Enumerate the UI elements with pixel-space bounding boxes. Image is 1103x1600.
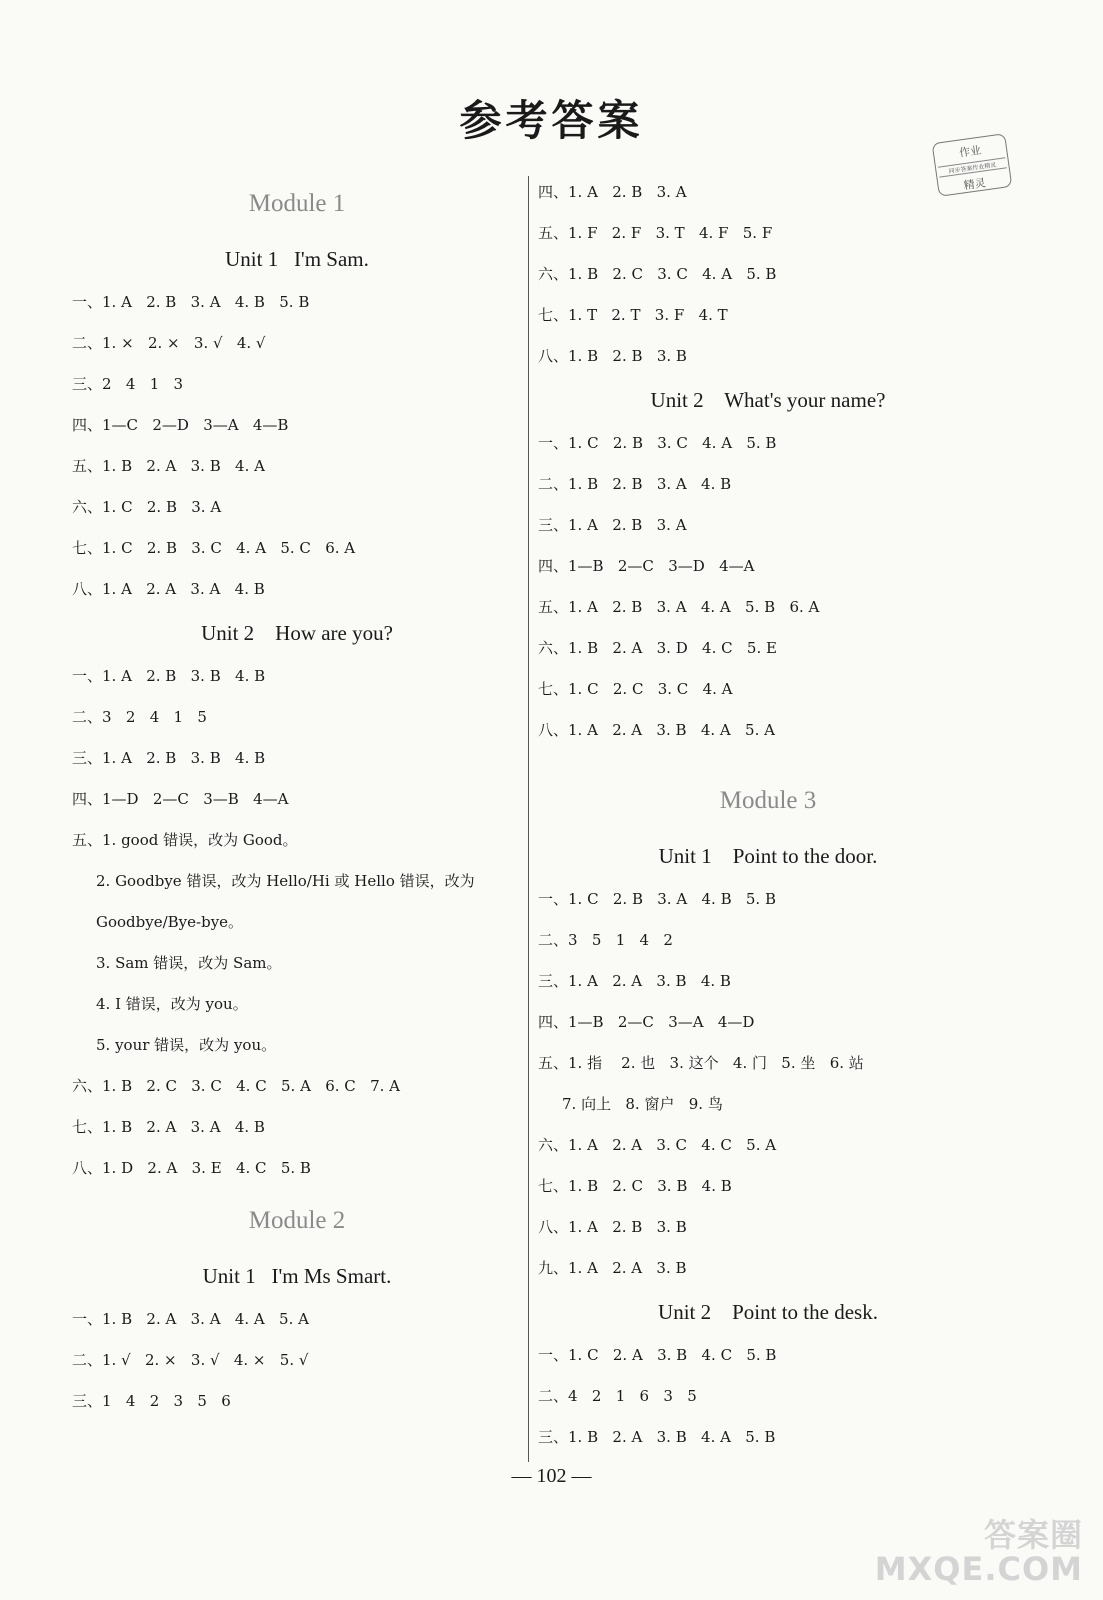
answer-line: 七、1. C 2. C 3. C 4. A [538,680,733,698]
answer-line: 五、1. good 错误，改为 Good。 [72,831,298,849]
watermark-text: 答案圈 [983,1516,1083,1554]
answer-line: 八、1. A 2. A 3. A 4. B [72,580,265,598]
answer-line: 5. your 错误，改为 you。 [96,1036,277,1054]
answer-line: 八、1. B 2. B 3. B [538,347,687,365]
stamp-text-bottom: 精灵 [962,176,987,193]
answer-line: 六、1. C 2. B 3. A [72,498,222,516]
watermark-logo [875,1518,1083,1586]
answer-line: 五、1. A 2. B 3. A 4. A 5. B 6. A [538,598,820,616]
answer-line: 一、1. A 2. B 3. A 4. B 5. B [72,293,310,311]
answer-line: 一、1. A 2. B 3. B 4. B [72,667,266,685]
unit-heading: Unit 2 What's your name? [650,388,886,412]
answer-line: 三、1 4 2 3 5 6 [72,1392,231,1410]
module-heading: Module 2 [248,1207,346,1234]
unit-heading: Unit 2 Point to the desk. [658,1300,878,1324]
answer-line: 七、1. B 2. C 3. B 4. B [538,1177,732,1195]
answer-line: 二、3 2 4 1 5 [72,708,207,726]
stamp-text-middle: 同步答案作业精灵 [938,157,1007,177]
page-number: — 102 — [511,1465,592,1487]
answer-line: 二、1. × 2. × 3. √ 4. √ [72,334,266,352]
answer-line: 一、1. C 2. B 3. C 4. A 5. B [538,434,777,452]
answer-line: 三、1. A 2. B 3. A [538,516,687,534]
stamp-text-top: 作业 [958,143,982,160]
answer-line: 七、1. B 2. A 3. A 4. B [72,1118,265,1136]
spacer [538,751,998,769]
answer-line: 四、1—C 2—D 3—A 4—B [72,416,289,434]
page-title: 参考答案 [459,96,644,145]
answer-line: Goodbye/Bye-bye。 [96,913,244,931]
module-heading: Module 1 [248,190,346,217]
answer-line: 2. Goodbye 错误，改为 Hello/Hi 或 Hello 错误，改为 [96,872,475,890]
answer-line: 六、1. B 2. C 3. C 4. C 5. A 6. C 7. A [72,1077,400,1095]
answer-line: 二、3 5 1 4 2 [538,931,673,949]
answer-line: 五、1. B 2. A 3. B 4. A [72,457,265,475]
right-column [538,172,998,1495]
answer-line: 四、1—B 2—C 3—A 4—D [538,1013,755,1031]
answer-line: 四、1—B 2—C 3—D 4—A [538,557,755,575]
answer-line: 二、1. √ 2. × 3. √ 4. × 5. √ [72,1351,309,1369]
answer-line: 四、1. A 2. B 3. A [538,183,687,201]
answer-line: 三、2 4 1 3 [72,375,184,393]
answer-line: 二、1. B 2. B 3. A 4. B [538,475,732,493]
unit-heading: Unit 1 I'm Ms Smart. [202,1264,392,1288]
answer-line: 五、1. F 2. F 3. T 4. F 5. F [538,224,773,242]
answer-line: 六、1. B 2. C 3. C 4. A 5. B [538,265,777,283]
answer-line: 7. 向上 8. 窗户 9. 鸟 [562,1095,723,1113]
watermark-domain: MXQE.COM [874,1550,1083,1588]
answer-line: 一、1. C 2. A 3. B 4. C 5. B [538,1346,777,1364]
unit-heading: Unit 1 I'm Sam. [225,247,369,271]
column-divider [528,176,529,1462]
answer-line: 三、1. A 2. B 3. B 4. B [72,749,266,767]
unit-heading: Unit 1 Point to the door. [658,844,878,868]
answer-line: 六、1. B 2. A 3. D 4. C 5. E [538,639,777,657]
answer-line: 六、1. A 2. A 3. C 4. C 5. A [538,1136,777,1154]
answer-line: 二、4 2 1 6 3 5 [538,1387,697,1405]
answer-line: 七、1. T 2. T 3. F 4. T [538,306,728,324]
answer-line: 三、1. A 2. A 3. B 4. B [538,972,731,990]
answer-line: 五、1. 指 2. 也 3. 这个 4. 门 5. 坐 6. 站 [538,1054,864,1072]
answer-line: 九、1. A 2. A 3. B [538,1259,687,1277]
answer-line: 七、1. C 2. B 3. C 4. A 5. C 6. A [72,539,356,557]
answer-line: 一、1. C 2. B 3. A 4. B 5. B [538,890,776,908]
answer-line: 八、1. A 2. B 3. B [538,1218,687,1236]
left-column [72,172,522,1495]
answer-line: 三、1. B 2. A 3. B 4. A 5. B [538,1428,776,1446]
answer-line: 四、1—D 2—C 3—B 4—A [72,790,289,808]
unit-heading: Unit 2 How are you? [201,621,393,645]
answer-line: 八、1. A 2. A 3. B 4. A 5. A [538,721,775,739]
answer-line: 3. Sam 错误，改为 Sam。 [96,954,282,972]
module-heading: Module 3 [719,787,817,814]
answer-line: 4. I 错误，改为 you。 [96,995,248,1013]
answer-line: 八、1. D 2. A 3. E 4. C 5. B [72,1159,311,1177]
answer-line: 一、1. B 2. A 3. A 4. A 5. A [72,1310,309,1328]
